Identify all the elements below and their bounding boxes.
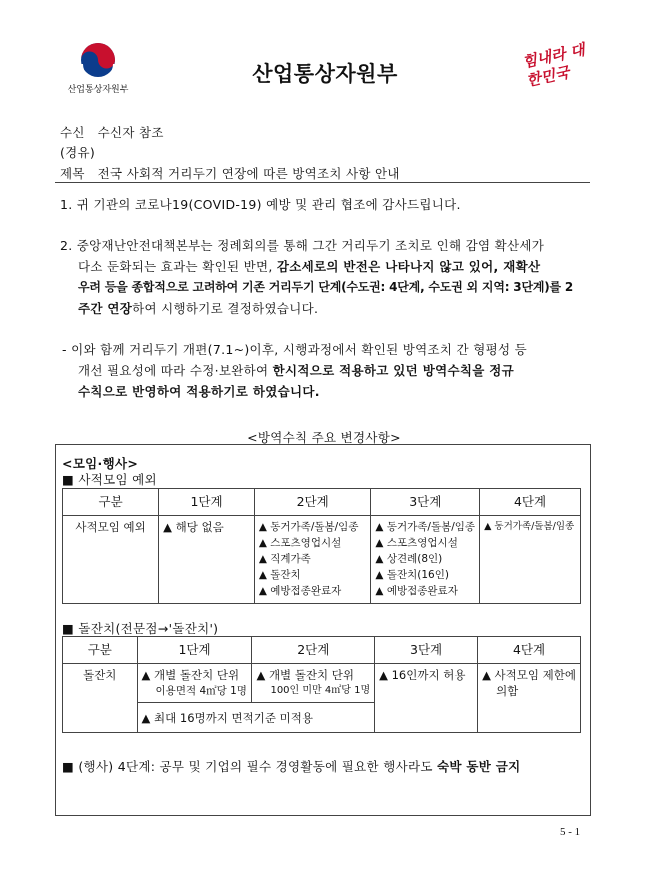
- header-cell: 3단계: [375, 637, 478, 664]
- recipient-line: 수신 수신자 참조: [60, 125, 164, 140]
- private-gathering-title: ■ 사적모임 예외: [62, 472, 157, 487]
- category-label: <모임·행사>: [62, 456, 139, 471]
- table-row: [63, 664, 581, 703]
- row-label: 사적모임 예외: [63, 516, 159, 604]
- stage-4-cell: ▲ 동거가족/돌봄/임종: [480, 516, 581, 604]
- header-cell: 2단계: [252, 637, 375, 664]
- ministry-logo-text: 산업통상자원부: [67, 85, 129, 95]
- table-row: [63, 516, 581, 604]
- paragraph-3-line-3: 수칙으로 반영하여 적용하기로 하였습니다.: [78, 384, 320, 399]
- stage-4-cell: ▲ 사적모임 제한에 의함: [478, 664, 581, 733]
- slogan-calligraphy: 힘내라 대한민국: [520, 40, 587, 90]
- page-title: 산업통상자원부: [252, 62, 398, 86]
- private-gathering-table: [62, 488, 581, 604]
- table-header-row: [63, 489, 581, 516]
- subject-divider: [55, 182, 590, 183]
- header-cell: 1단계: [159, 489, 255, 516]
- stage-2-cell: ▲ 개별 돌잔치 단위 100인 미만 4㎡당 1명: [252, 664, 375, 703]
- header-cell: 4단계: [480, 489, 581, 516]
- merged-stage-cell: ▲ 최대 16명까지 면적기준 미적용: [137, 703, 375, 733]
- paragraph-2-line-4: 주간 연장하여 시행하기로 결정하였습니다.: [78, 301, 319, 316]
- row-label: 돌잔치: [63, 664, 138, 733]
- header-cell: 2단계: [254, 489, 371, 516]
- event-rule-line: ■ (행사) 4단계: 공무 및 기업의 필수 경영활동에 필요한 행사라도 숙박 동반 금지: [62, 759, 521, 774]
- header-cell: 구분: [63, 489, 159, 516]
- paragraph-1: 1. 귀 기관의 코로나19(COVID-19) 예방 및 관리 협조에 감사드립니다.: [60, 197, 461, 212]
- header-cell: 구분: [63, 637, 138, 664]
- header-cell: 4단계: [478, 637, 581, 664]
- paragraph-3-line-1: - 이와 함께 거리두기 개편(7.1~)이후, 시행과정에서 확인된 방역조치 간 형평성 등: [62, 342, 527, 357]
- dol-party-title: ■ 돌잔치(전문점→'돌잔치'): [62, 621, 219, 636]
- stage-3-cell: ▲ 16인까지 허용: [375, 664, 478, 733]
- header-cell: 3단계: [371, 489, 480, 516]
- paragraph-2-line-3: 우려 등을 종합적으로 고려하여 기존 거리두기 단계(수도권: 4단계, 수도권 외 지역: 3단계)를 2: [78, 280, 574, 294]
- header-cell: 1단계: [137, 637, 252, 664]
- paragraph-2-line-2: 다소 둔화되는 효과는 확인된 반면, 감소세로의 반전은 나타나지 않고 있어, 재확산: [78, 259, 541, 274]
- via-line: (경유): [60, 145, 96, 160]
- table-header-row: [63, 637, 581, 664]
- paragraph-3-line-2: 개선 필요성에 따라 수정·보완하여 한시적으로 적용하고 있던 방역수칙을 정규: [78, 363, 514, 378]
- section-title: <방역수칙 주요 변경사항>: [247, 430, 401, 445]
- taeguk-icon: [80, 42, 116, 78]
- subject-line: 제목 전국 사회적 거리두기 연장에 따른 방역조치 사항 안내: [60, 166, 400, 181]
- paragraph-2-line-1: 2. 중앙재난안전대책본부는 정례회의를 통해 그간 거리두기 조치로 인해 감염 확산세가: [60, 238, 545, 253]
- dol-party-table: [62, 636, 581, 733]
- stage-1-cell: ▲ 개별 돌잔치 단위 이용면적 4㎡당 1명: [137, 664, 252, 703]
- stage-1-cell: ▲ 해당 없음: [159, 516, 255, 604]
- ministry-logo: [58, 42, 138, 102]
- stage-2-cell: ▲ 동거가족/돌봄/임종 ▲ 스포츠영업시설 ▲ 직계가족 ▲ 돌잔치 ▲ 예방접종완료자: [254, 516, 371, 604]
- stage-3-cell: ▲ 동거가족/돌봄/임종 ▲ 스포츠영업시설 ▲ 상견례(8인) ▲ 돌잔치(16인) ▲ 예방접종완료자: [371, 516, 480, 604]
- page-number: 5 - 1: [560, 826, 581, 838]
